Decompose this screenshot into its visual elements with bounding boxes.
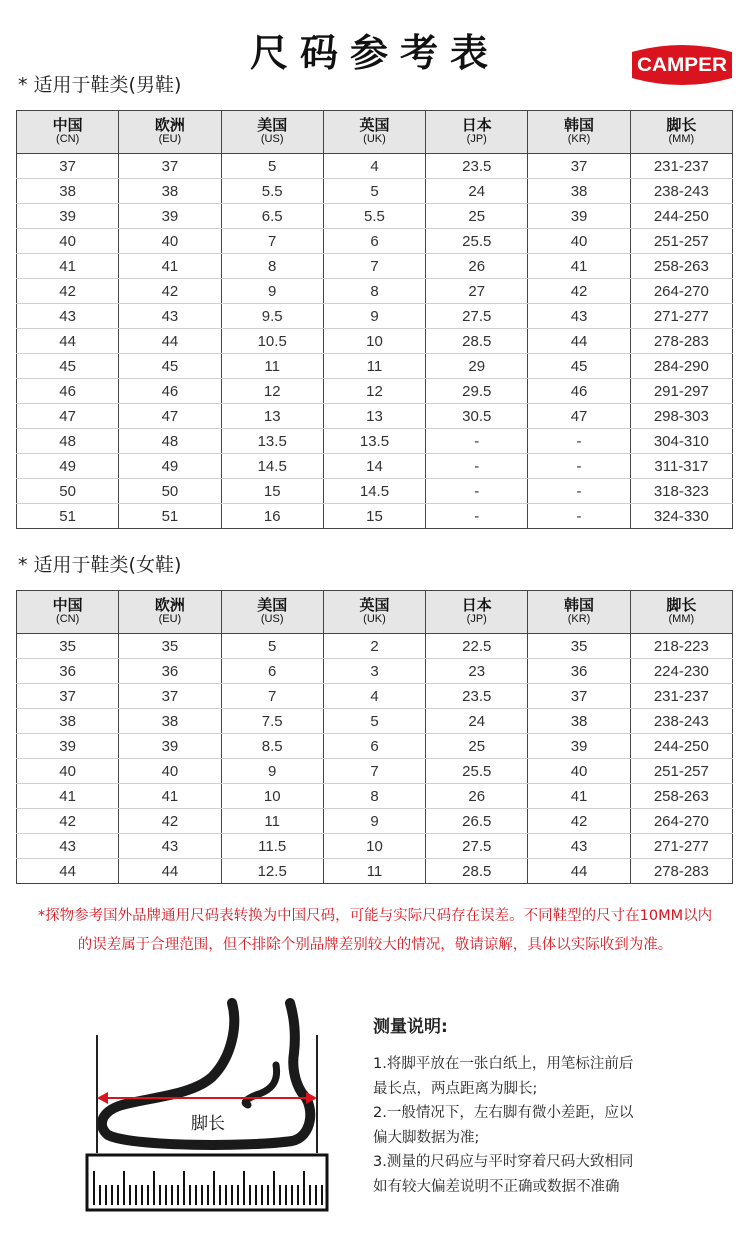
table-cell: 10 xyxy=(221,784,323,809)
measurement-instruction-line: 偏大脚数据为准; xyxy=(373,1129,480,1146)
column-header xyxy=(323,111,425,154)
table-row xyxy=(17,179,733,204)
column-header-abbr: (JP) xyxy=(466,133,487,145)
measurement-instruction-line: 最长点，两点距离为脚长; xyxy=(373,1080,538,1097)
column-header-abbr: (UK) xyxy=(363,613,386,625)
table-row xyxy=(17,809,733,834)
table-cell: 47 xyxy=(17,404,119,429)
table-cell: - xyxy=(426,479,528,504)
table-cell: 30.5 xyxy=(426,404,528,429)
table-cell: 13 xyxy=(323,404,425,429)
column-header-name: 中国 xyxy=(52,597,83,614)
table-row xyxy=(17,454,733,479)
table-cell: 29.5 xyxy=(426,379,528,404)
table-cell: 16 xyxy=(221,504,323,529)
column-header xyxy=(119,111,221,154)
table-cell: 38 xyxy=(528,709,630,734)
column-header-name: 美国 xyxy=(257,597,288,614)
table-cell: 43 xyxy=(17,834,119,859)
column-header-abbr: (MM) xyxy=(668,133,695,145)
table-cell: 14.5 xyxy=(323,479,425,504)
table-cell: 39 xyxy=(17,204,119,229)
table-cell: - xyxy=(528,454,630,479)
table-cell: 26 xyxy=(426,784,528,809)
column-header xyxy=(426,111,528,154)
table-cell: 22.5 xyxy=(426,634,528,659)
table-cell: 37 xyxy=(528,154,630,179)
table-cell: 9.5 xyxy=(221,304,323,329)
table-cell: 11.5 xyxy=(221,834,323,859)
table-cell: 5.5 xyxy=(221,179,323,204)
table-cell: 43 xyxy=(119,834,221,859)
table-row xyxy=(17,834,733,859)
table-cell: 304-310 xyxy=(630,429,732,454)
table-cell: 278-283 xyxy=(630,859,732,884)
column-header xyxy=(221,591,323,634)
men-section-label: * 适用于鞋类(男鞋) xyxy=(18,74,182,96)
table-cell: 231-237 xyxy=(630,684,732,709)
table-cell: 7 xyxy=(221,684,323,709)
table-cell: 40 xyxy=(119,229,221,254)
column-header-name: 欧洲 xyxy=(154,117,185,134)
table-row xyxy=(17,379,733,404)
table-row xyxy=(17,734,733,759)
table-cell: 48 xyxy=(17,429,119,454)
table-cell: 40 xyxy=(528,759,630,784)
table-cell: 271-277 xyxy=(630,304,732,329)
table-cell: 12.5 xyxy=(221,859,323,884)
table-cell: 39 xyxy=(17,734,119,759)
table-cell: 13.5 xyxy=(323,429,425,454)
column-header-abbr: (CN) xyxy=(56,613,80,625)
table-cell: 25 xyxy=(426,734,528,759)
column-header-name: 日本 xyxy=(461,117,492,134)
table-cell: 50 xyxy=(119,479,221,504)
measurement-instruction-line: 2.一般情况下，左右脚有微小差距，应以 xyxy=(373,1105,634,1121)
men-size-table xyxy=(16,110,733,529)
table-cell: 41 xyxy=(528,254,630,279)
table-cell: 24 xyxy=(426,179,528,204)
table-cell: 14.5 xyxy=(221,454,323,479)
table-row xyxy=(17,404,733,429)
column-header xyxy=(528,111,630,154)
measurement-title: 测量说明: xyxy=(373,1017,448,1037)
table-cell: 49 xyxy=(119,454,221,479)
column-header xyxy=(426,591,528,634)
table-cell: 44 xyxy=(528,329,630,354)
column-header-abbr: (UK) xyxy=(363,133,386,145)
table-cell: 7 xyxy=(323,254,425,279)
page-title: 尺码参考表 xyxy=(249,31,500,75)
table-cell: 51 xyxy=(119,504,221,529)
table-cell: 231-237 xyxy=(630,154,732,179)
table-cell: 238-243 xyxy=(630,709,732,734)
table-cell: 37 xyxy=(119,154,221,179)
table-cell: 15 xyxy=(221,479,323,504)
column-header xyxy=(630,111,732,154)
table-cell: 8 xyxy=(323,279,425,304)
table-cell: 284-290 xyxy=(630,354,732,379)
table-cell: 37 xyxy=(17,684,119,709)
measurement-instruction-line: 如有较大偏差说明不正确或数据不准确 xyxy=(373,1178,620,1195)
foot-length-label: 脚长 xyxy=(191,1114,225,1134)
table-cell: 10 xyxy=(323,834,425,859)
table-cell: 42 xyxy=(119,809,221,834)
table-cell: 44 xyxy=(119,859,221,884)
column-header xyxy=(221,111,323,154)
table-row xyxy=(17,204,733,229)
table-cell: 41 xyxy=(17,784,119,809)
table-cell: 40 xyxy=(17,759,119,784)
table-cell: 50 xyxy=(17,479,119,504)
table-cell: 44 xyxy=(528,859,630,884)
table-cell: 40 xyxy=(528,229,630,254)
table-cell: 23.5 xyxy=(426,684,528,709)
table-cell: 8 xyxy=(221,254,323,279)
table-cell: 251-257 xyxy=(630,229,732,254)
table-cell: 28.5 xyxy=(426,329,528,354)
table-cell: 45 xyxy=(528,354,630,379)
table-cell: 43 xyxy=(528,304,630,329)
table-cell: 251-257 xyxy=(630,759,732,784)
table-cell: 41 xyxy=(528,784,630,809)
table-cell: 12 xyxy=(323,379,425,404)
measurement-instruction-line: 1.将脚平放在一张白纸上，用笔标注前后 xyxy=(373,1056,634,1072)
table-cell: 13 xyxy=(221,404,323,429)
table-cell: 318-323 xyxy=(630,479,732,504)
table-cell: 46 xyxy=(17,379,119,404)
table-cell: 238-243 xyxy=(630,179,732,204)
column-header-abbr: (CN) xyxy=(56,133,80,145)
table-cell: 36 xyxy=(17,659,119,684)
table-cell: 11 xyxy=(221,809,323,834)
column-header-abbr: (JP) xyxy=(466,613,487,625)
table-cell: 42 xyxy=(17,809,119,834)
measurement-instruction-line: 3.测量的尺码应与平时穿着尺码大致相同 xyxy=(373,1154,634,1170)
table-cell: 224-230 xyxy=(630,659,732,684)
column-header-abbr: (KR) xyxy=(567,613,591,625)
table-cell: 28.5 xyxy=(426,859,528,884)
column-header xyxy=(323,591,425,634)
table-cell: 218-223 xyxy=(630,634,732,659)
table-cell: 35 xyxy=(119,634,221,659)
table-row xyxy=(17,279,733,304)
table-cell: 25.5 xyxy=(426,229,528,254)
table-cell: 5 xyxy=(221,634,323,659)
table-cell: 26 xyxy=(426,254,528,279)
table-row xyxy=(17,229,733,254)
table-row xyxy=(17,859,733,884)
ruler-icon xyxy=(87,1155,327,1210)
table-cell: 42 xyxy=(528,809,630,834)
table-cell: 6 xyxy=(323,229,425,254)
table-cell: 15 xyxy=(323,504,425,529)
table-cell: 27.5 xyxy=(426,304,528,329)
column-header-name: 韩国 xyxy=(564,117,595,134)
table-cell: 36 xyxy=(119,659,221,684)
table-cell: 7.5 xyxy=(221,709,323,734)
table-cell: 7 xyxy=(221,229,323,254)
table-cell: 37 xyxy=(17,154,119,179)
table-cell: 10.5 xyxy=(221,329,323,354)
table-cell: 23.5 xyxy=(426,154,528,179)
table-cell: 40 xyxy=(119,759,221,784)
table-row xyxy=(17,709,733,734)
table-cell: 35 xyxy=(528,634,630,659)
table-cell: 35 xyxy=(17,634,119,659)
column-header-name: 欧洲 xyxy=(154,597,185,614)
table-cell: 24 xyxy=(426,709,528,734)
table-cell: 45 xyxy=(119,354,221,379)
table-cell: 41 xyxy=(17,254,119,279)
table-row xyxy=(17,329,733,354)
table-cell: 44 xyxy=(119,329,221,354)
table-cell: 10 xyxy=(323,329,425,354)
column-header-name: 韩国 xyxy=(564,597,595,614)
table-cell: 36 xyxy=(528,659,630,684)
table-cell: 42 xyxy=(119,279,221,304)
column-header-name: 脚长 xyxy=(666,117,697,134)
table-cell: 27.5 xyxy=(426,834,528,859)
table-cell: 258-263 xyxy=(630,784,732,809)
table-row xyxy=(17,354,733,379)
table-cell: 6.5 xyxy=(221,204,323,229)
table-cell: 39 xyxy=(528,734,630,759)
table-cell: 9 xyxy=(323,809,425,834)
table-cell: 11 xyxy=(323,859,425,884)
table-cell: 5 xyxy=(221,154,323,179)
table-cell: - xyxy=(426,429,528,454)
table-cell: 23 xyxy=(426,659,528,684)
women-section-label: * 适用于鞋类(女鞋) xyxy=(18,554,182,576)
table-cell: 324-330 xyxy=(630,504,732,529)
column-header-name: 英国 xyxy=(359,117,390,134)
column-header xyxy=(17,111,119,154)
table-cell: 29 xyxy=(426,354,528,379)
column-header-name: 美国 xyxy=(257,117,288,134)
table-row xyxy=(17,504,733,529)
table-cell: 51 xyxy=(17,504,119,529)
table-header-row xyxy=(17,591,733,634)
table-cell: 258-263 xyxy=(630,254,732,279)
table-cell: 4 xyxy=(323,154,425,179)
column-header-abbr: (US) xyxy=(260,613,284,625)
table-cell: 9 xyxy=(221,759,323,784)
table-cell: 38 xyxy=(17,709,119,734)
table-cell: 11 xyxy=(323,354,425,379)
column-header xyxy=(528,591,630,634)
table-cell: 27 xyxy=(426,279,528,304)
column-header-name: 日本 xyxy=(461,597,492,614)
table-cell: 8 xyxy=(323,784,425,809)
table-cell: 264-270 xyxy=(630,809,732,834)
table-cell: 44 xyxy=(17,329,119,354)
column-header xyxy=(17,591,119,634)
column-header xyxy=(119,591,221,634)
table-cell: 11 xyxy=(221,354,323,379)
table-cell: 5 xyxy=(323,179,425,204)
column-header-name: 中国 xyxy=(52,117,83,134)
table-cell: 25.5 xyxy=(426,759,528,784)
table-cell: 9 xyxy=(323,304,425,329)
table-cell: 244-250 xyxy=(630,204,732,229)
table-cell: 7 xyxy=(323,759,425,784)
table-cell: 45 xyxy=(17,354,119,379)
table-row xyxy=(17,304,733,329)
table-cell: 244-250 xyxy=(630,734,732,759)
table-row xyxy=(17,684,733,709)
table-row xyxy=(17,254,733,279)
table-cell: 298-303 xyxy=(630,404,732,429)
table-cell: 291-297 xyxy=(630,379,732,404)
table-cell: - xyxy=(528,504,630,529)
table-cell: 43 xyxy=(17,304,119,329)
table-cell: 8.5 xyxy=(221,734,323,759)
column-header xyxy=(630,591,732,634)
table-cell: 40 xyxy=(17,229,119,254)
table-cell: 13.5 xyxy=(221,429,323,454)
table-cell: 41 xyxy=(119,254,221,279)
table-cell: 9 xyxy=(221,279,323,304)
table-cell: 46 xyxy=(119,379,221,404)
camper-logo xyxy=(630,40,734,92)
table-cell: 37 xyxy=(528,684,630,709)
column-header-name: 脚长 xyxy=(666,597,697,614)
column-header-abbr: (KR) xyxy=(567,133,591,145)
column-header-abbr: (MM) xyxy=(668,613,695,625)
table-cell: - xyxy=(528,429,630,454)
foot-measurement-diagram xyxy=(80,995,340,1215)
women-size-table xyxy=(16,590,733,884)
table-cell: 47 xyxy=(119,404,221,429)
table-cell: 43 xyxy=(528,834,630,859)
table-cell: 43 xyxy=(119,304,221,329)
table-cell: 6 xyxy=(323,734,425,759)
table-cell: 44 xyxy=(17,859,119,884)
table-cell: - xyxy=(426,454,528,479)
table-row xyxy=(17,154,733,179)
table-row xyxy=(17,659,733,684)
table-cell: 5.5 xyxy=(323,204,425,229)
table-cell: 25 xyxy=(426,204,528,229)
table-cell: 5 xyxy=(323,709,425,734)
table-cell: 49 xyxy=(17,454,119,479)
table-cell: 2 xyxy=(323,634,425,659)
table-cell: - xyxy=(528,479,630,504)
table-cell: 4 xyxy=(323,684,425,709)
table-cell: - xyxy=(426,504,528,529)
table-cell: 38 xyxy=(119,709,221,734)
table-cell: 41 xyxy=(119,784,221,809)
table-cell: 38 xyxy=(17,179,119,204)
table-cell: 278-283 xyxy=(630,329,732,354)
table-header-row xyxy=(17,111,733,154)
table-cell: 46 xyxy=(528,379,630,404)
table-cell: 39 xyxy=(528,204,630,229)
table-cell: 26.5 xyxy=(426,809,528,834)
table-cell: 264-270 xyxy=(630,279,732,304)
table-cell: 14 xyxy=(323,454,425,479)
table-cell: 38 xyxy=(119,179,221,204)
table-cell: 39 xyxy=(119,204,221,229)
table-cell: 271-277 xyxy=(630,834,732,859)
table-cell: 12 xyxy=(221,379,323,404)
notice-line-2: 的误差属于合理范围，但不排除个别品牌差别较大的情况，敬请谅解，具体以实际收到为准。 xyxy=(77,937,673,953)
column-header-abbr: (US) xyxy=(260,133,284,145)
table-cell: 6 xyxy=(221,659,323,684)
notice-line-1: *探物参考国外品牌通用尺码表转换为中国尺码，可能与实际尺码存在误差。不同鞋型的尺寸在10MM以内 xyxy=(37,908,713,924)
brand-name: CAMPER xyxy=(637,55,728,76)
table-cell: 39 xyxy=(119,734,221,759)
table-cell: 47 xyxy=(528,404,630,429)
table-row xyxy=(17,479,733,504)
table-row xyxy=(17,634,733,659)
table-cell: 311-317 xyxy=(630,454,732,479)
table-cell: 42 xyxy=(528,279,630,304)
table-row xyxy=(17,784,733,809)
table-cell: 42 xyxy=(17,279,119,304)
column-header-abbr: (EU) xyxy=(158,133,182,145)
table-cell: 3 xyxy=(323,659,425,684)
table-row xyxy=(17,429,733,454)
table-cell: 38 xyxy=(528,179,630,204)
table-cell: 48 xyxy=(119,429,221,454)
table-cell: 37 xyxy=(119,684,221,709)
column-header-abbr: (EU) xyxy=(158,613,182,625)
table-row xyxy=(17,759,733,784)
column-header-name: 英国 xyxy=(359,597,390,614)
